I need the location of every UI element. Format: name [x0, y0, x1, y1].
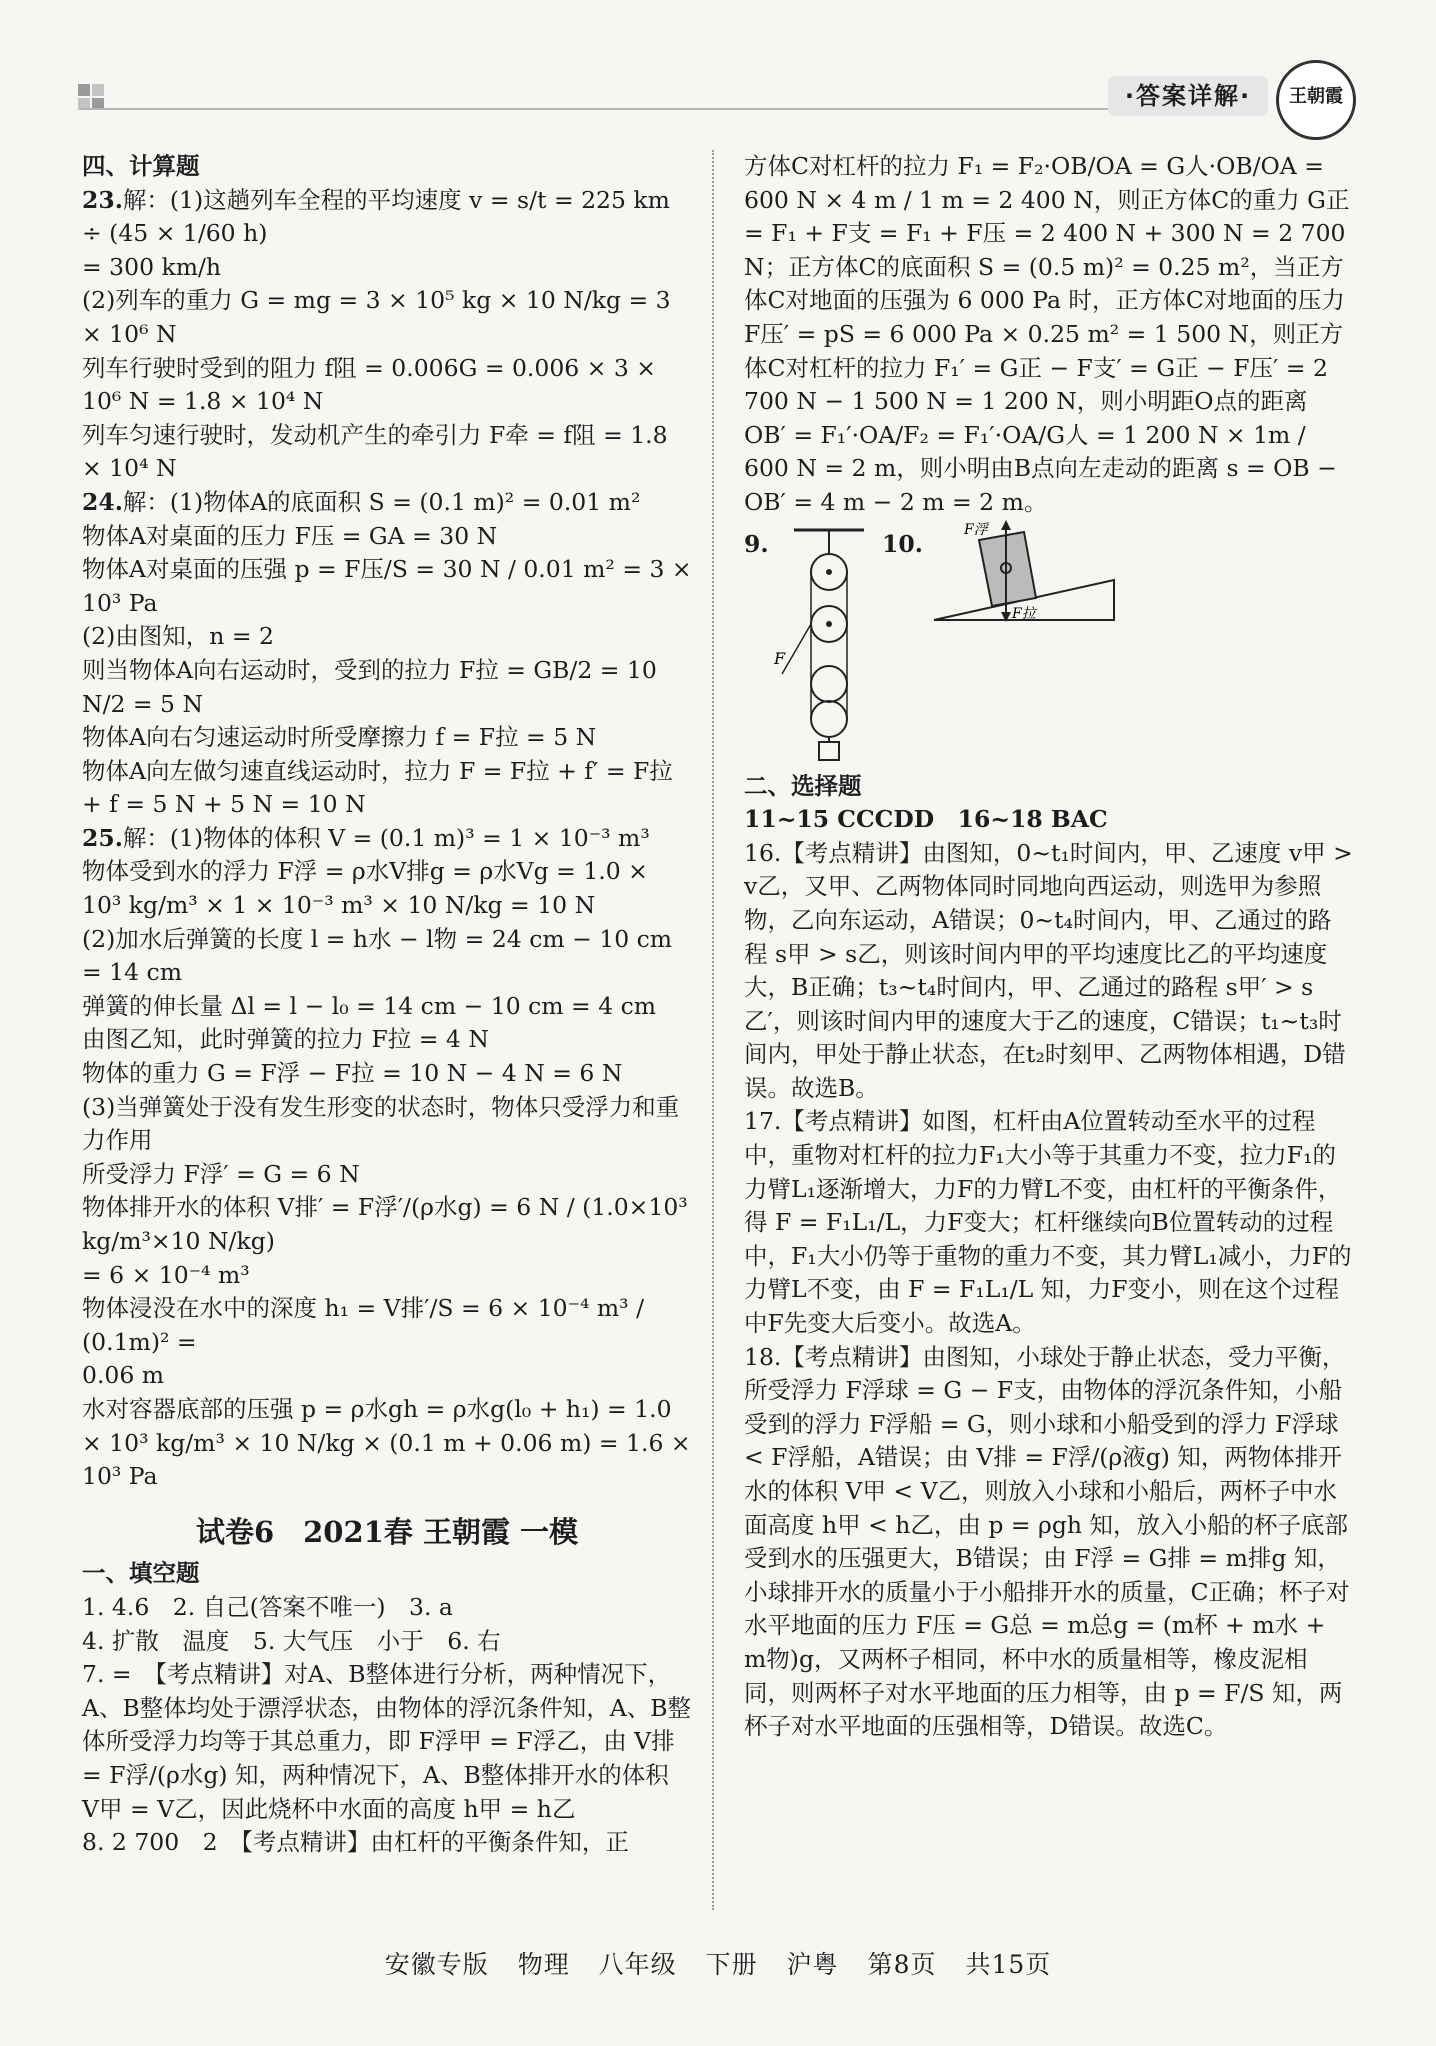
q24-line6: 物体A向右匀速运动时所受摩擦力 f = F拉 = 5 N — [82, 723, 597, 752]
q25-line12: 0.06 m — [82, 1361, 165, 1390]
footer-subject: 物理 — [517, 1950, 570, 1979]
right-column — [744, 150, 1361, 1744]
q24-line2: 物体A对桌面的压力 F压 = GA = 30 N — [82, 521, 498, 550]
q8-continued: 方体C对杠杆的拉力 F₁ = F₂·OB/OA = G人·OB/OA = 600 N × 4 m / 1 m = 2 400 N，则正方体C的重力 G正 = F₁ + F支 = F₁ + F压 = 2 400 N + 300 N = 2 700 N；正方体C的底面积 S = (0.5 m)² = 0.25 m²，当正方体C对地面的压强为 6 000 Pa 时，正方体C对地面的压力 F压′ = pS = 6 000 Pa × 0.25 m² = 1 500 N，则正方体C对杠杆的拉力 F₁′ = G正 − F支′ = G正 − F压′ = 2 700 N − 1 500 N = 1 200 N，则小明距O点的距离 OB′ = F₁′·OA/F₂ = F₁′·OA/G人 = 1 200 N × 1m / 600 N = 2 m，则小明由B点向左走动的距离 s = OB − OB′ = 4 m − 2 m = 2 m。 — [744, 152, 1357, 516]
answer-8: 8. 2 700 2 【考点精讲】由杠杆的平衡条件知，正 — [82, 1828, 629, 1857]
q24-text-1: 解：(1)物体A的底面积 S = (0.1 m)² = 0.01 m² — [122, 487, 641, 516]
answers-1-3: 1. 4.6 2. 自己(答案不唯一) 3. a — [82, 1592, 453, 1621]
label-f-la: F拉 — [1012, 605, 1036, 622]
section-heading-fill: 一、填空题 — [82, 1559, 200, 1588]
q25-line10: = 6 × 10⁻⁴ m³ — [82, 1260, 250, 1289]
publisher-logo: 王朝霞 — [1276, 60, 1356, 140]
q18-explanation: 18.【考点精讲】由图知，小球处于静止状态，受力平衡，所受浮力 F浮球 = G − F支，由物体的浮沉条件知，小船受到的浮力 F浮船 = G，则小球和小船受到的浮力 F浮球 < F浮船，A错误；由 V排 = F浮/(ρ液g) 知，两物体排开水的体积 V甲 < V乙，则放入小球和小船后，两杯子中水面高度 h甲 < h乙，由 p = ρgh 知，放入小船的杯子底部受到水的压强更大，B错误；由 F浮 = G排 = m排g 知，小球排开水的质量小于小船排开水的质量，C正确；杯子对水平地面的压力 F压 = G总 = m总g = (m杯 + m水 + m物)g，又两杯子相同，杯中水的质量相等，橡皮泥相同，则两杯子对水平地面的压力相等，由 p = F/S 知，两杯子对水平地面的压强相等，D错误。故选C。 — [744, 1342, 1350, 1741]
answers-4-6: 4. 扩散 温度 5. 大气压 小于 6. 右 — [82, 1626, 501, 1655]
q25-number: 25. — [82, 823, 123, 852]
q25-line8: 所受浮力 F浮′ = G = 6 N — [82, 1159, 360, 1188]
fixed-pulley-upper-axle — [826, 569, 832, 575]
footer-grade: 八年级 — [598, 1950, 677, 1979]
q24-number: 24. — [82, 487, 123, 516]
footer-total: 共15页 — [965, 1950, 1052, 1979]
label-f-fu: F浮 — [964, 521, 988, 538]
figures-9-10 — [744, 520, 1354, 770]
movable-pulley-upper — [811, 666, 847, 702]
pulley-diagram — [774, 524, 884, 764]
q25-line11: 物体浸没在水中的深度 h₁ = V排′/S = 6 × 10⁻⁴ m³ / (0.1m)² = — [82, 1294, 652, 1356]
q23-line2: = 300 km/h — [82, 252, 222, 281]
answer-detail-tag: ·答案详解· — [1108, 76, 1268, 116]
q16-explanation: 16.【考点精讲】由图知，0~t₁时间内，甲、乙速度 v甲 > v乙，又甲、乙两物体同时同地向西运动，则选甲为参照物，乙向东运动，A错误；0~t₄时间内，甲、乙通过的路程 s甲 > s乙，则该时间内甲的平均速度比乙的平均速度大，B正确；t₃~t₄时间内，甲、乙通过的路程 s甲′ > s乙′，则该时间内甲的速度大于乙的速度，C错误；t₁~t₃时间内，甲处于静止状态，在t₂时刻甲、乙两物体相遇，D错误。故选B。 — [744, 838, 1361, 1102]
q23-line1 — [82, 184, 692, 251]
q24-line3: 物体A对桌面的压强 p = F压/S = 30 N / 0.01 m² = 3 × 10³ Pa — [82, 555, 700, 617]
q24-line4: (2)由图知，n = 2 — [82, 622, 275, 651]
section-heading-choice: 二、选择题 — [744, 771, 862, 800]
figure-9-label: 9. — [744, 529, 769, 558]
section-heading-calc: 四、计算题 — [82, 152, 200, 180]
q23-line5: 列车匀速行驶时，发动机产生的牵引力 F牵 = f阻 = 1.8 × 10⁴ N — [82, 420, 676, 483]
q25-line1 — [82, 822, 692, 856]
pull-rope — [782, 624, 811, 674]
q25-line4: 弹簧的伸长量 Δl = l − l₀ = 14 cm − 10 cm = 4 cm — [82, 991, 657, 1020]
answer-7: 7. = 【考点精讲】对A、B整体进行分析，两种情况下，A、B整体均处于漂浮状态，由物体的浮沉条件知，A、B整体所受浮力均等于其总重力，即 F浮甲 = F浮乙，由 V排 = F浮/(ρ水g) 知，两种情况下，A、B整体排开水的体积 V甲 = V乙，因此烧杯中水面的高度 h甲 = h乙 — [82, 1660, 691, 1823]
q25-line3: (2)加水后弹簧的长度 l = h水 − l物 = 24 cm − 10 cm = 14 cm — [82, 924, 680, 987]
figure-10-label: 10. — [882, 529, 923, 558]
q25-line7: (3)当弹簧处于没有发生形变的状态时，物体只受浮力和重力作用 — [82, 1092, 680, 1155]
movable-pulley-lower — [811, 701, 847, 737]
q24-line1 — [82, 486, 692, 520]
footer-volume: 下册 — [705, 1950, 758, 1979]
load-block — [819, 742, 839, 760]
q25-line13: 水对容器底部的压强 p = ρ水gh = ρ水g(l₀ + h₁) = 1.0 × 10³ kg/m³ × 10 N/kg × (0.1 m + 0.06 m) = 1.6 × 10³ Pa — [82, 1394, 699, 1491]
block-on-incline — [979, 532, 1036, 606]
page-footer — [0, 1945, 1436, 1981]
footer-edition: 安徽专版 — [384, 1950, 489, 1979]
q25-line5: 由图乙知，此时弹簧的拉力 F拉 = 4 N — [82, 1025, 489, 1054]
footer-publisher: 沪粤 — [786, 1950, 839, 1979]
choice-answers: 11~15 CCCDD 16~18 BAC — [744, 805, 1108, 834]
q24-line7: 物体A向左做匀速直线运动时，拉力 F = F拉 + f′ = F拉 + f = 5 N + 5 N = 10 N — [82, 756, 681, 819]
footer-page: 第8页 — [867, 1950, 937, 1979]
force-label-f: F — [774, 648, 786, 668]
q23-number: 23. — [82, 185, 123, 214]
fixed-pulley-lower-axle — [826, 621, 832, 627]
q17-explanation: 17.【考点精讲】如图，杠杆由A位置转动至水平的过程中，重物对杠杆的拉力F₁大小等于其重力不变，拉力F₁的力臂L₁逐渐增大，力F的力臂L不变，由杠杆的平衡条件，得 F = F₁L₁/L，力F变大；杠杆继续向B位置转动的过程中，F₁大小仍等于重物的重力不变，其力臂L₁减小，力F的力臂L不变，由 F = F₁L₁/L 知，力F变小，则在这个过程中F先变大后变小。故选A。 — [744, 1107, 1352, 1338]
q25-line6: 物体的重力 G = F浮 − F拉 = 10 N − 4 N = 6 N — [82, 1059, 623, 1088]
q23-line3: (2)列车的重力 G = mg = 3 × 10⁵ kg × 10 N/kg = 3 × 10⁶ N — [82, 286, 679, 348]
header-rule — [80, 108, 1110, 110]
q24-line5: 则当物体A向右运动时，受到的拉力 F拉 = GB/2 = 10 N/2 = 5 N — [82, 655, 665, 718]
incline-diagram — [924, 520, 1124, 630]
buoyancy-arrowhead — [1001, 520, 1011, 530]
left-column — [82, 150, 700, 1860]
column-divider — [712, 150, 714, 1910]
q23-line4: 列车行驶时受到的阻力 f阻 = 0.006G = 0.006 × 3 × 10⁶ N = 1.8 × 10⁴ N — [82, 353, 664, 416]
q25-text-1: 解：(1)物体的体积 V = (0.1 m)³ = 1 × 10⁻³ m³ — [122, 823, 650, 852]
paper6-title: 试卷6 2021春 王朝霞 一模 — [195, 1514, 579, 1549]
q23-text-1: 解：(1)这趟列车全程的平均速度 v = s/t = 225 km ÷ (45 × 1/60 h) — [82, 185, 678, 248]
q25-line2: 物体受到水的浮力 F浮 = ρ水V排g = ρ水Vg = 1.0 × 10³ kg/m³ × 1 × 10⁻³ m³ × 10 N/kg = 10 N — [82, 857, 656, 920]
q25-line9: 物体排开水的体积 V排′ = F浮′/(ρ水g) = 6 N / (1.0×10³ kg/m³×10 N/kg) — [82, 1193, 696, 1255]
